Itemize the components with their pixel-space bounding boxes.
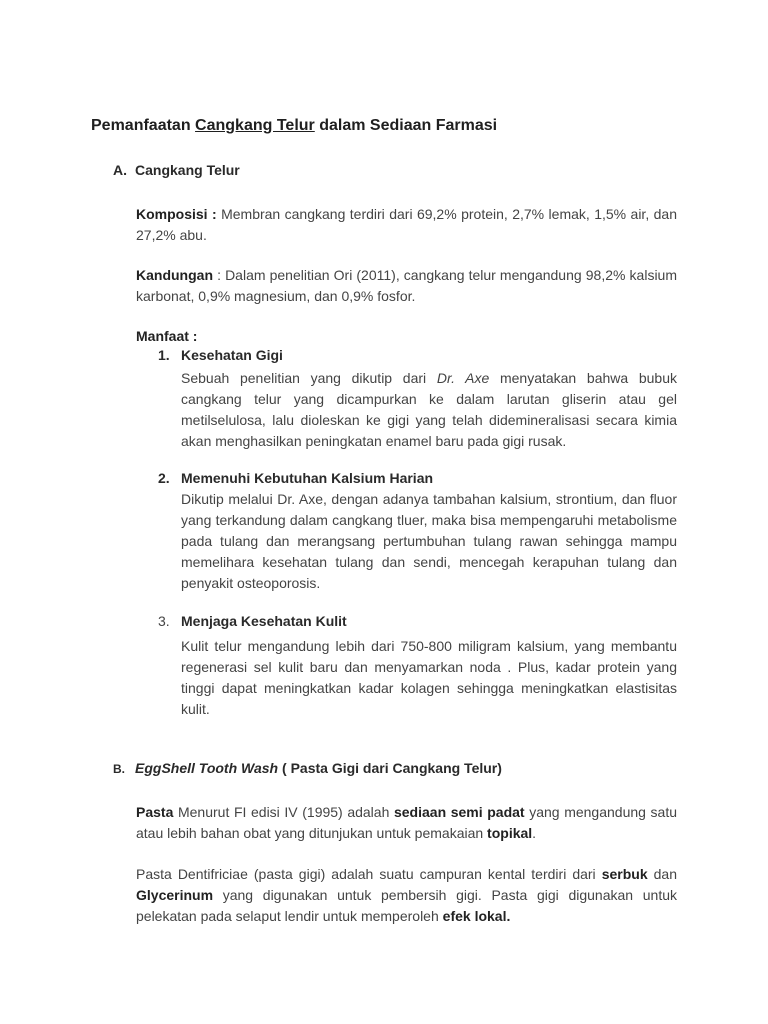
section-b-letter: B. xyxy=(113,762,125,776)
kandungan-label: Kandungan xyxy=(136,267,213,283)
list-item-3-heading xyxy=(158,613,347,629)
list-item-1-heading xyxy=(158,347,283,363)
kandungan-paragraph xyxy=(136,265,677,307)
list-item-3-text: Kulit telur mengandung lebih dari 750-800 miligram kalsium, yang membantu regenerasi sel kulit baru dan menyamarkan noda . Plus, kadar protein yang tinggi dapat meningkatkan kadar kolagen sehingga meningkatkan elastisitas kulit. xyxy=(181,638,677,717)
list-item-2-heading xyxy=(158,470,433,486)
page-title xyxy=(91,117,497,135)
list-item-2-title: Memenuhi Kebutuhan Kalsium Harian xyxy=(181,470,434,486)
manfaat-label: Manfaat : xyxy=(136,328,198,344)
list-item-3-number: 3. xyxy=(158,613,170,629)
section-a-letter: A. xyxy=(113,162,127,178)
list-item-1-title: Kesehatan Gigi xyxy=(181,347,283,363)
list-item-1-text: Sebuah penelitian yang dikutip dari Dr. Axe menyatakan bahwa bubuk cangkang telur yang dicampurkan ke dalam larutan gliserin atau gel metilselulosa, lalu dioleskan ke gigi yang telah didemineralisasi secara kimia akan menghasilkan peningkatan enamel baru pada gigi rusak. xyxy=(181,370,677,449)
section-b-title-italic: EggShell Tooth Wash xyxy=(135,760,279,776)
komposisi-text: Membran cangkang terdiri dari 69,2% protein, 2,7% lemak, 1,5% air, dan 27,2% abu. xyxy=(136,206,677,243)
list-item-2-number: 2. xyxy=(158,470,170,486)
title-pre: Pemanfaatan xyxy=(91,117,196,134)
section-b-title-rest: ( Pasta Gigi dari Cangkang Telur) xyxy=(278,760,502,776)
pasta-dentifriciae-paragraph: Pasta Dentifriciae (pasta gigi) adalah suatu campuran kental terdiri dari serbuk dan Glycerinum yang digunakan untuk pembersih gigi. Pasta gigi digunakan untuk pelekatan pada selaput lendir untuk memperoleh efek lokal. xyxy=(136,866,678,924)
title-post: dalam Sediaan Farmasi xyxy=(314,117,498,134)
kandungan-text: : Dalam penelitian Ori (2011), cangkang telur mengandung 98,2% kalsium karbonat, 0,9% magnesium, dan 0,9% fosfor. xyxy=(136,267,677,304)
section-b-heading xyxy=(113,760,502,776)
list-item-1-number: 1. xyxy=(158,347,170,363)
section-a-title: Cangkang Telur xyxy=(135,162,240,178)
list-item-2-text: Dikutip melalui Dr. Axe, dengan adanya tambahan kalsium, strontium, dan fluor yang terkandung dalam cangkang tluer, maka bisa mempengaruhi metabolisme pada tulang dan merangsang pertumbuhan tulang rawan sehingga mampu memelihara kesehatan tulang dan sendi, mencegah kerapuhan tulang dan penyakit osteoporosis. xyxy=(181,491,677,591)
komposisi-label: Komposisi : xyxy=(136,206,217,222)
komposisi-paragraph xyxy=(136,204,677,246)
title-underlined: Cangkang Telur xyxy=(195,117,315,134)
pasta-paragraph: Pasta Menurut FI edisi IV (1995) adalah sediaan semi padat yang mengandung satu atau lebih bahan obat yang ditunjukan untuk pemakaian topikal. xyxy=(136,804,678,841)
section-a-heading xyxy=(113,162,240,178)
dr-axe-italic: Dr. Axe xyxy=(436,370,490,386)
list-item-3-title: Menjaga Kesehatan Kulit xyxy=(181,613,347,629)
